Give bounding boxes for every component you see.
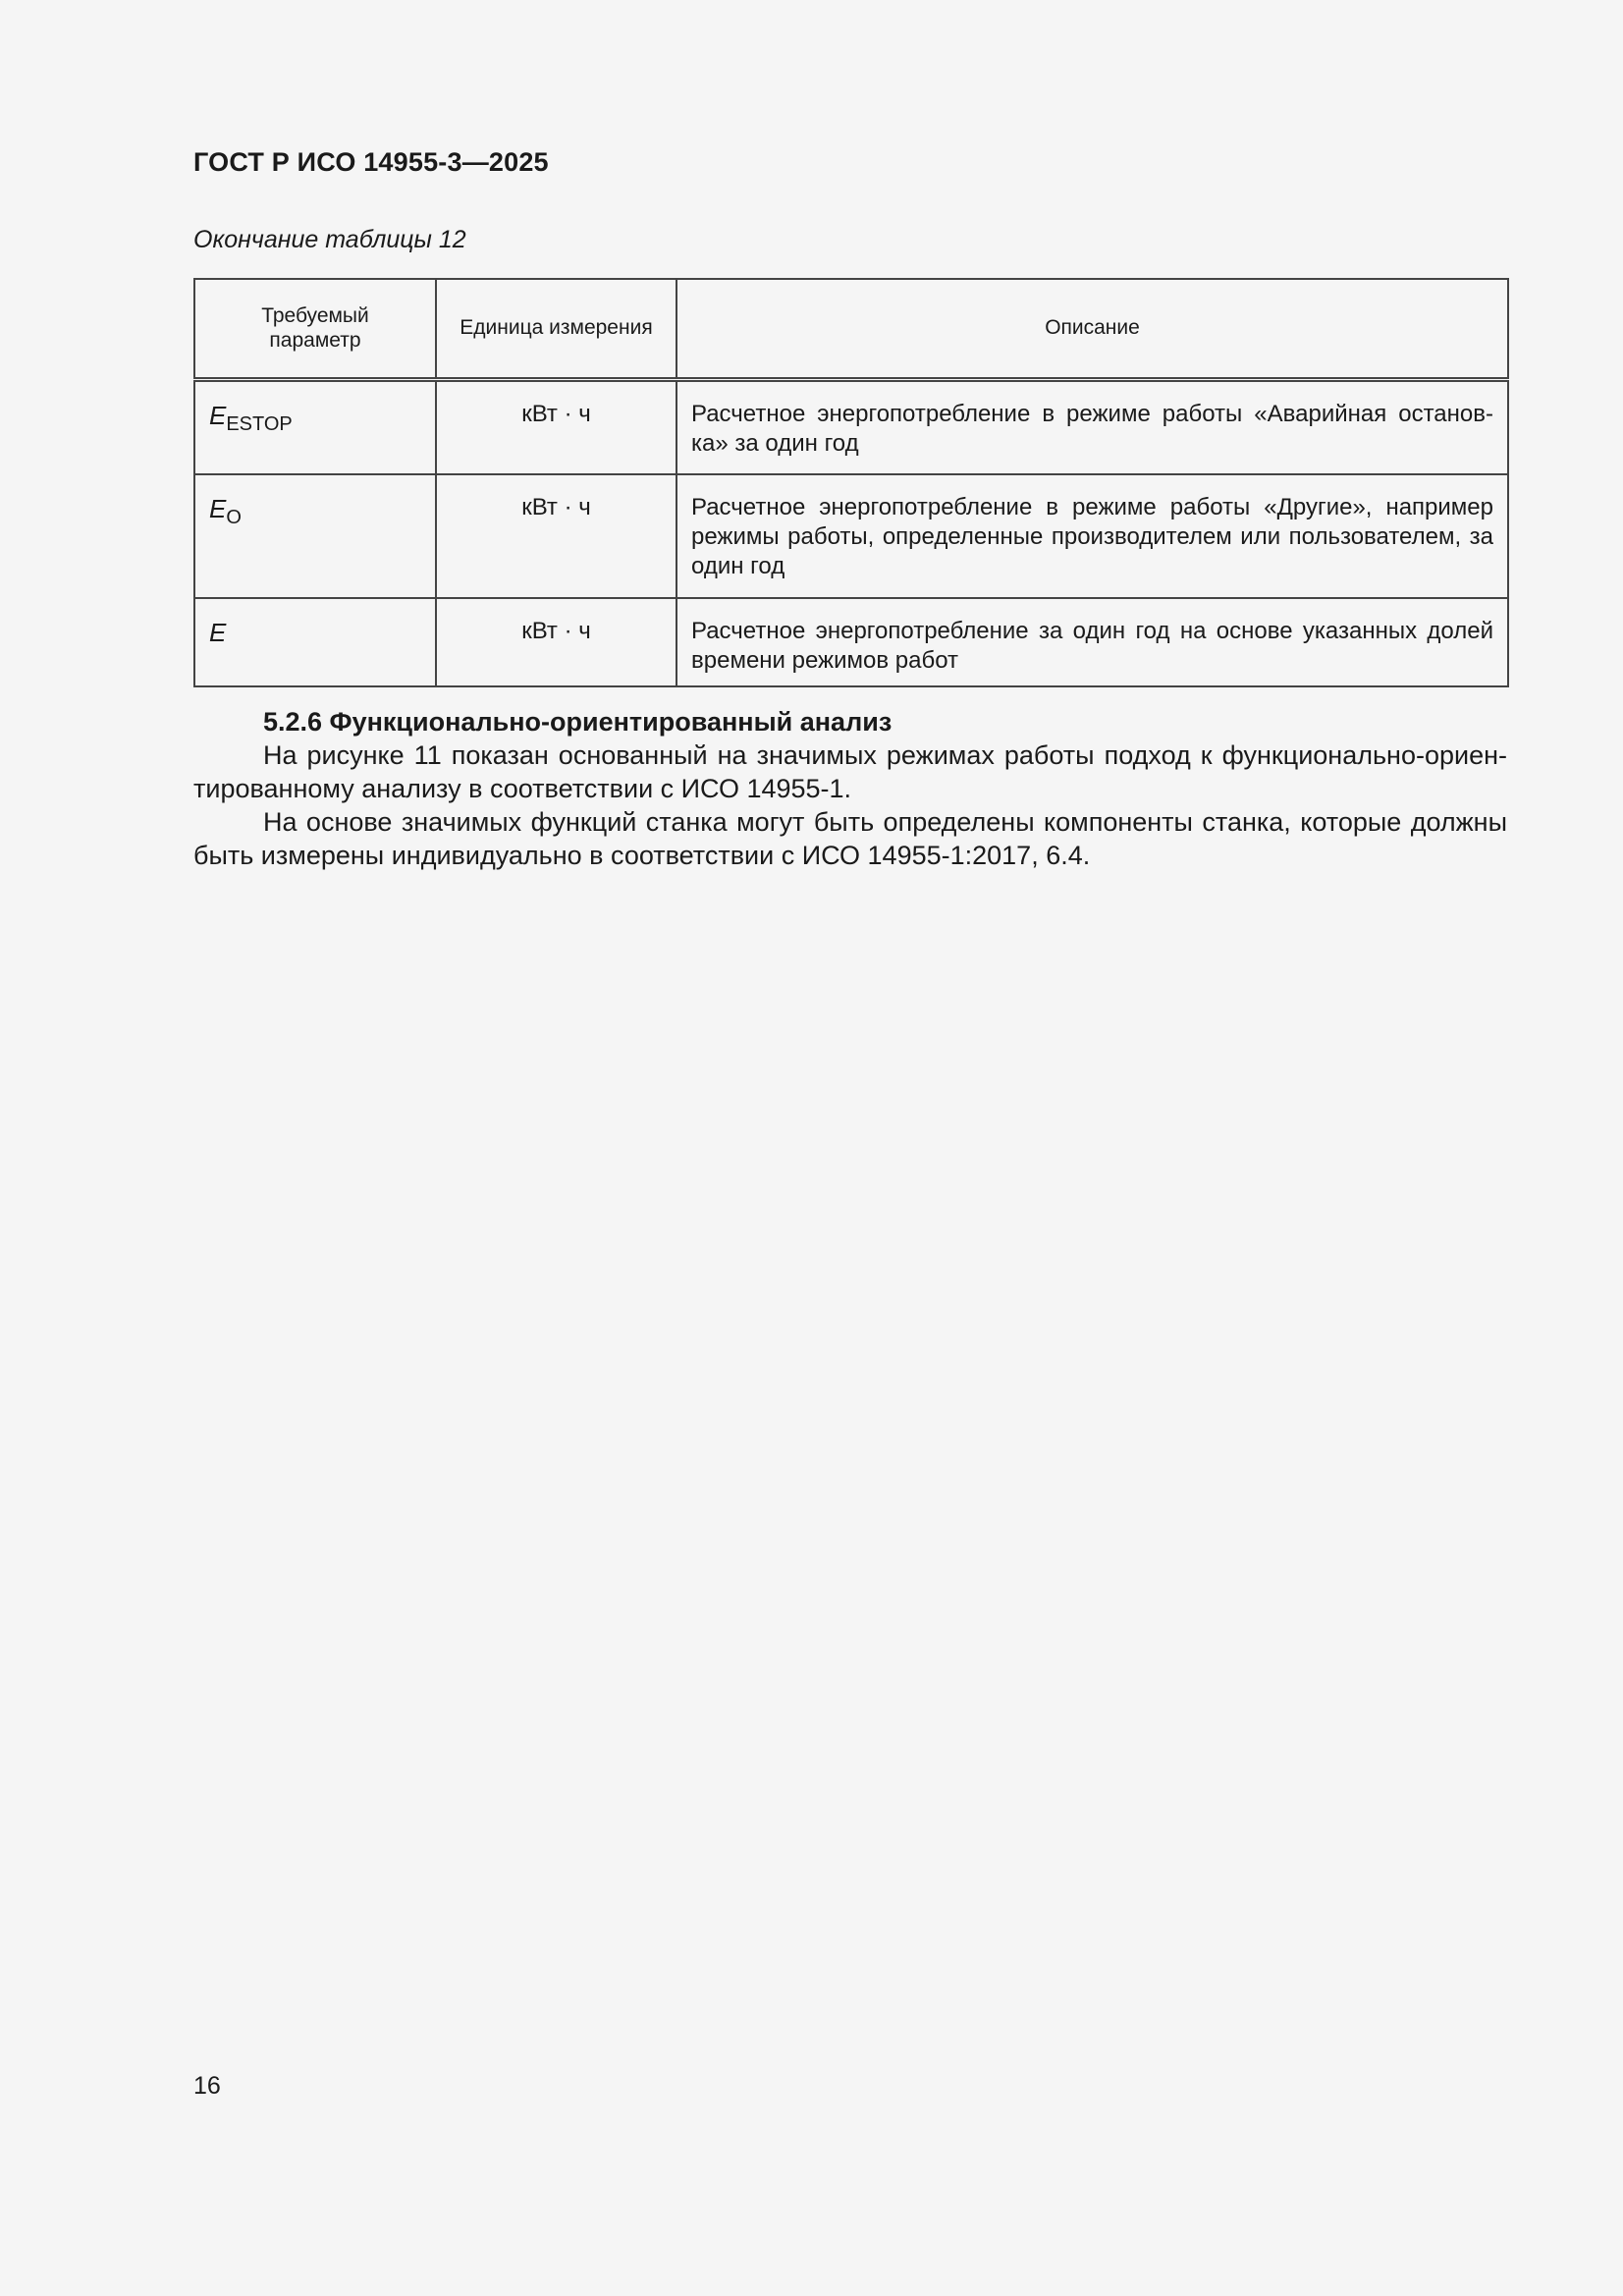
parameters-table xyxy=(193,278,1509,687)
section-paragraph: На рисунке 11 показан основанный на значимых режимах работы подход к функционально-ориен-тированному анализу в соответствии с ИСО 14955-1. xyxy=(193,740,1507,803)
unit-cell: кВт · ч xyxy=(436,380,676,474)
page-number: 16 xyxy=(193,2072,221,2100)
param-symbol-cell: E xyxy=(194,598,436,686)
param-symbol-cell: $E_O$ xyxy=(194,474,436,598)
description-cell: Расчетное энергопотребление в режиме работы «Аварийная останов-ка» за один год xyxy=(676,380,1508,474)
section-paragraph: На основе значимых функций станка могут быть определены компоненты станка, которые должны быть измерены индивидуально в соответствии с ИСО 14955-1:2017, 6.4. xyxy=(193,807,1507,870)
table-caption: Окончание таблицы 12 xyxy=(193,226,466,253)
table-row xyxy=(194,474,1508,598)
param-subscript: O xyxy=(226,506,242,528)
description-cell: Расчетное энергопотребление в режиме работы «Другие», например режимы работы, определенные производителем или пользователем, за один год xyxy=(676,474,1508,598)
column-header-description: Описание xyxy=(676,279,1508,380)
section-heading: 5.2.6 Функционально-ориентированный анализ xyxy=(263,707,893,737)
param-symbol-cell: $E_{ESTOP}$ xyxy=(194,380,436,474)
unit-cell: кВт · ч xyxy=(436,474,676,598)
param-subscript: ESTOP xyxy=(226,413,293,435)
section-5-2-6 xyxy=(193,705,1507,872)
description-cell: Расчетное энергопотребление за один год на основе указанных долей времени режимов работ xyxy=(676,598,1508,686)
table-row xyxy=(194,598,1508,686)
column-header-param: Требуемый параметр xyxy=(194,279,436,380)
table-row xyxy=(194,380,1508,474)
table-header-row xyxy=(194,279,1508,380)
column-header-unit: Единица измерения xyxy=(436,279,676,380)
unit-cell: кВт · ч xyxy=(436,598,676,686)
document-code: ГОСТ Р ИСО 14955-3—2025 xyxy=(193,147,549,177)
